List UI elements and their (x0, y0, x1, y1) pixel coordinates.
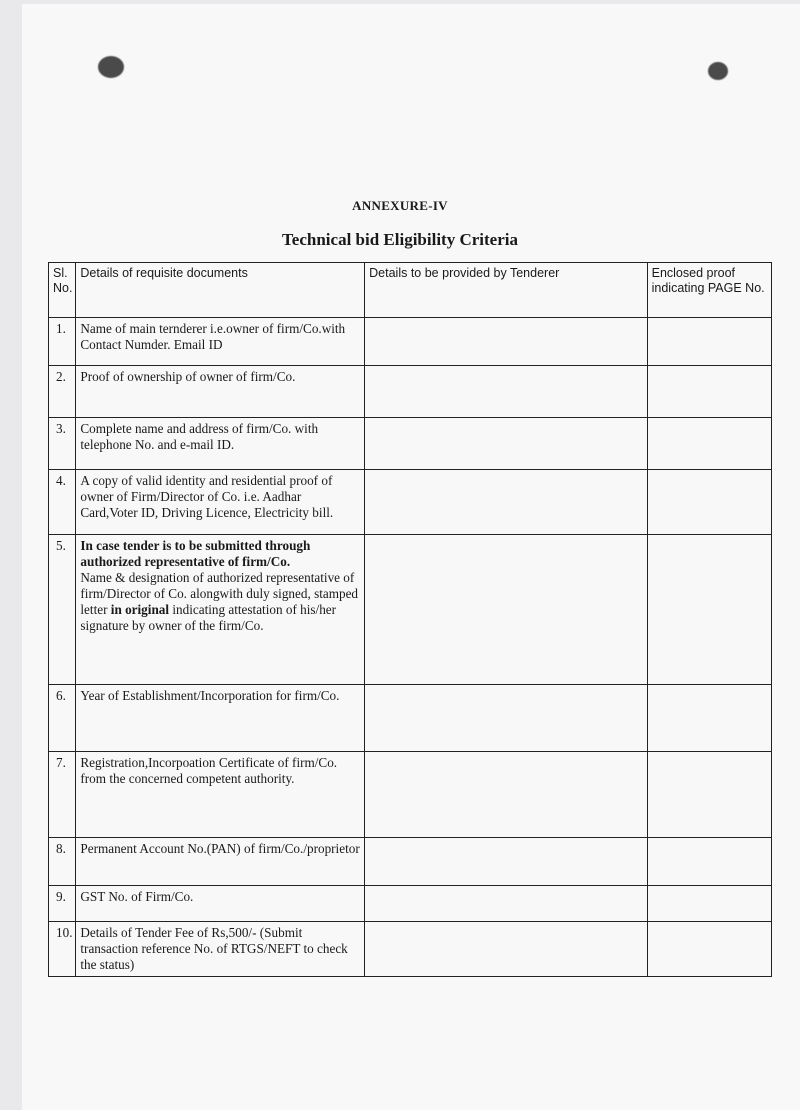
table-row (49, 922, 772, 977)
authorized-rep-text-end: indicating attestation of his/her signature by owner of the firm/Co. (80, 602, 337, 634)
header-details: Details of requisite documents (76, 263, 365, 318)
page-proof-cell[interactable] (647, 535, 771, 685)
authorized-rep-heading: In case tender is to be submitted through authorized representative of firm/Co. (80, 538, 311, 570)
header-provided: Details to be provided by Tenderer (365, 263, 647, 318)
eligibility-criteria-table (48, 262, 772, 977)
tenderer-entry-cell[interactable] (365, 366, 647, 418)
table-header-row (49, 263, 772, 318)
row-number: 7. (49, 752, 76, 838)
table-row (49, 470, 772, 535)
page-proof-cell[interactable] (647, 318, 771, 366)
header-sl-no: Sl. No. (49, 263, 76, 318)
tenderer-entry-cell[interactable] (365, 418, 647, 470)
tenderer-entry-cell[interactable] (365, 470, 647, 535)
row-number: 4. (49, 470, 76, 535)
row-number: 9. (49, 886, 76, 922)
row-number: 5. (49, 535, 76, 685)
row-number: 1. (49, 318, 76, 366)
header-proof: Enclosed proof indicating PAGE No. (647, 263, 771, 318)
tenderer-entry-cell[interactable] (365, 318, 647, 366)
punch-hole-right (708, 62, 728, 80)
row-number: 3. (49, 418, 76, 470)
table-row (49, 318, 772, 366)
row-number: 2. (49, 366, 76, 418)
row-description: Permanent Account No.(PAN) of firm/Co./proprietor (76, 838, 365, 886)
tenderer-entry-cell[interactable] (365, 685, 647, 752)
row-description (76, 535, 365, 685)
table-row (49, 418, 772, 470)
row-description: Year of Establishment/Incorporation for firm/Co. (76, 685, 365, 752)
document-title: Technical bid Eligibility Criteria (282, 230, 518, 249)
table-row (49, 535, 772, 685)
tenderer-entry-cell[interactable] (365, 838, 647, 886)
page-proof-cell[interactable] (647, 366, 771, 418)
tenderer-entry-cell[interactable] (365, 535, 647, 685)
row-description: A copy of valid identity and residential proof of owner of Firm/Director of Co. i.e. Aadhar Card,Voter ID, Driving Licence, Electricity bill. (76, 470, 365, 535)
row-number: 10. (49, 922, 76, 977)
table-row (49, 838, 772, 886)
table-row (49, 886, 772, 922)
tenderer-entry-cell[interactable] (365, 922, 647, 977)
annexure-label: ANNEXURE-IV (352, 198, 448, 213)
table-row (49, 685, 772, 752)
row-description: Registration,Incorpoation Certificate of firm/Co. from the concerned competent authority. (76, 752, 365, 838)
row-description: GST No. of Firm/Co. (76, 886, 365, 922)
row-number: 6. (49, 685, 76, 752)
row-description: Proof of ownership of owner of firm/Co. (76, 366, 365, 418)
page-proof-cell[interactable] (647, 418, 771, 470)
tenderer-entry-cell[interactable] (365, 752, 647, 838)
punch-hole-left (98, 56, 124, 78)
tenderer-entry-cell[interactable] (365, 886, 647, 922)
page-proof-cell[interactable] (647, 752, 771, 838)
page-proof-cell[interactable] (647, 470, 771, 535)
page-proof-cell[interactable] (647, 685, 771, 752)
table-row (49, 366, 772, 418)
page-proof-cell[interactable] (647, 922, 771, 977)
authorized-rep-text: Name & designation of authorized representative of firm/Director of Co. alongwith duly signed, stamped letter (80, 570, 359, 618)
table-row (49, 752, 772, 838)
row-description: Name of main ternderer i.e.owner of firm/Co.with Contact Numder. Email ID (76, 318, 365, 366)
row-number: 8. (49, 838, 76, 886)
row-description: Details of Tender Fee of Rs,500/- (Submit transaction reference No. of RTGS/NEFT to check the status) (76, 922, 365, 977)
in-original-emphasis: in original (110, 602, 170, 618)
page-proof-cell[interactable] (647, 838, 771, 886)
page-proof-cell[interactable] (647, 886, 771, 922)
row-description: Complete name and address of firm/Co. with telephone No. and e-mail ID. (76, 418, 365, 470)
